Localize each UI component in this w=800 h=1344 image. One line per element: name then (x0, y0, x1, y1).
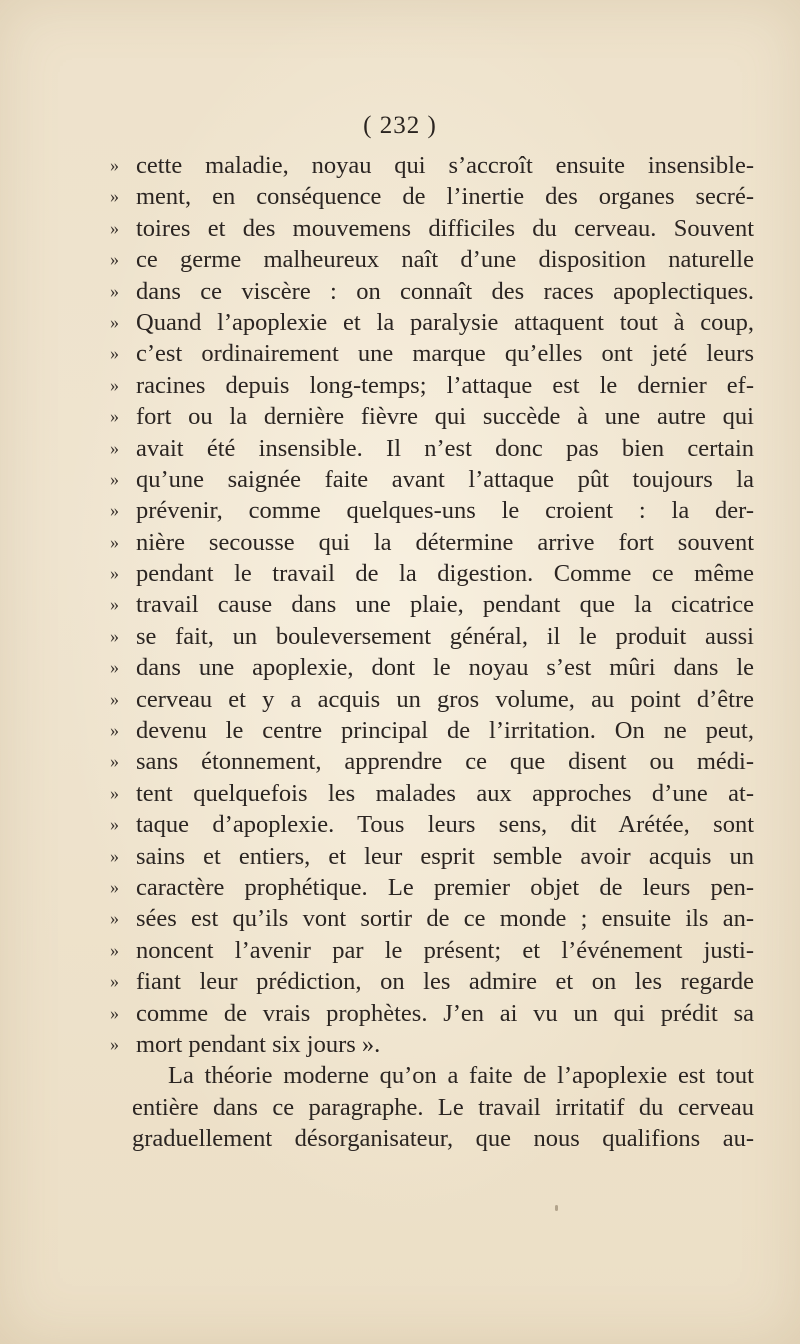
text-line (110, 244, 754, 275)
line-text: mort pendant six jours ». (136, 1030, 381, 1058)
line-text: c’est ordinairement une marque qu’elles ont jeté leurs (136, 340, 754, 368)
text-line (110, 276, 754, 307)
quote-mark: » (110, 1033, 119, 1054)
text-line (110, 746, 754, 777)
quote-mark: » (110, 437, 119, 458)
line-text: sains et entiers, et leur esprit semble avoir acquis un (136, 842, 754, 870)
text-line (110, 621, 754, 652)
line-text: Quand l’apoplexie et la paralysie attaquent tout à coup, (136, 308, 754, 336)
text-line (110, 338, 754, 369)
line-text: entière dans ce paragraphe. Le travail irritatif du cerveau (132, 1093, 754, 1121)
quote-mark: » (110, 814, 119, 835)
line-text: nière secousse qui la détermine arrive fort souvent (136, 528, 754, 556)
line-text: sans étonnement, apprendre ce que disent ou médi- (136, 748, 754, 776)
quote-mark: » (110, 280, 119, 301)
line-text: taque d’apoplexie. Tous leurs sens, dit Arétée, sont (136, 811, 754, 839)
text-line (110, 433, 754, 464)
text-line (132, 1123, 754, 1154)
line-text: travail cause dans une plaie, pendant que la cicatrice (136, 591, 754, 619)
quote-mark: » (110, 531, 119, 552)
text-line (110, 464, 754, 495)
quote-mark: » (110, 908, 119, 929)
text-line (110, 1029, 754, 1060)
quote-mark: » (110, 186, 119, 207)
quote-mark: » (110, 625, 119, 646)
quote-mark: » (110, 563, 119, 584)
line-text: ce germe malheureux naît d’une disposition naturelle (136, 246, 754, 274)
quote-mark: » (110, 782, 119, 803)
line-text: prévenir, comme quelques-uns le croient : la der- (136, 497, 754, 525)
quote-mark: » (110, 720, 119, 741)
quote-mark: » (110, 468, 119, 489)
text-line (110, 150, 754, 181)
text-line (110, 966, 754, 997)
quote-mark: » (110, 594, 119, 615)
text-line (110, 527, 754, 558)
line-text: pendant le travail de la digestion. Comme ce même (136, 560, 754, 588)
line-text: fort ou la dernière fièvre qui succède à une autre qui (136, 403, 754, 431)
quote-mark: » (110, 217, 119, 238)
quote-mark: » (110, 939, 119, 960)
page-number: ( 232 ) (363, 112, 437, 139)
line-text: toires et des mouvemens difficiles du cerveau. Souvent (136, 214, 754, 242)
text-line (110, 809, 754, 840)
text-line (110, 370, 754, 401)
text-line (110, 935, 754, 966)
line-text: se fait, un bouleversement général, il le produit aussi (136, 622, 754, 650)
text-line (110, 558, 754, 589)
line-text: tent quelquefois les malades aux approches d’une at- (136, 779, 754, 807)
text-line (110, 872, 754, 903)
quote-mark: » (110, 845, 119, 866)
text-line (110, 213, 754, 244)
line-text: noncent l’avenir par le présent; et l’événement justi- (136, 936, 754, 964)
line-text: La théorie moderne qu’on a faite de l’apoplexie est tout (168, 1062, 754, 1090)
line-text: fiant leur prédiction, on les admire et on les regarde (136, 968, 754, 996)
line-text: ment, en conséquence de l’inertie des organes secré- (136, 183, 754, 211)
line-text: devenu le centre principal de l’irritation. On ne peut, (136, 717, 754, 745)
quote-mark: » (110, 876, 119, 897)
text-line (110, 715, 754, 746)
line-text: dans ce viscère : on connaît des races apoplectiques. (136, 277, 754, 305)
text-line (110, 684, 754, 715)
paper-speck (555, 1205, 558, 1211)
text-line (110, 841, 754, 872)
text-line (132, 1092, 754, 1123)
quote-mark: » (110, 971, 119, 992)
quote-mark: » (110, 657, 119, 678)
text-line (110, 307, 754, 338)
quote-mark: » (110, 406, 119, 427)
quote-mark: » (110, 343, 119, 364)
line-text: dans une apoplexie, dont le noyau s’est mûri dans le (136, 654, 754, 682)
text-line (110, 903, 754, 934)
quote-mark: » (110, 155, 119, 175)
line-text: qu’une saignée faite avant l’attaque pût toujours la (136, 465, 754, 493)
line-text: graduellement désorganisateur, que nous qualifions au- (132, 1125, 754, 1153)
text-body (110, 150, 754, 1155)
text-line (110, 181, 754, 212)
quote-mark: » (110, 688, 119, 709)
text-line (110, 495, 754, 526)
line-text: avait été insensible. Il n’est donc pas bien certain (136, 434, 754, 462)
text-line (110, 401, 754, 432)
text-line (110, 589, 754, 620)
line-text: caractère prophétique. Le premier objet de leurs pen- (136, 873, 754, 901)
quote-mark: » (110, 311, 119, 332)
quote-mark: » (110, 751, 119, 772)
text-line (110, 998, 754, 1029)
text-line (110, 778, 754, 809)
line-text: comme de vrais prophètes. J’en ai vu un qui prédit sa (136, 999, 754, 1027)
line-text: cerveau et y a acquis un gros volume, au point d’être (136, 685, 754, 713)
quote-mark: » (110, 500, 119, 521)
text-line (110, 652, 754, 683)
line-text: cette maladie, noyau qui s’accroît ensuite insensible- (136, 152, 754, 179)
line-text: racines depuis long-temps; l’attaque est le dernier ef- (136, 371, 754, 399)
quote-mark: » (110, 374, 119, 395)
quote-mark: » (110, 1002, 119, 1023)
text-line (132, 1060, 754, 1091)
quote-mark: » (110, 249, 119, 270)
line-text: sées est qu’ils vont sortir de ce monde ; ensuite ils an- (136, 905, 754, 933)
